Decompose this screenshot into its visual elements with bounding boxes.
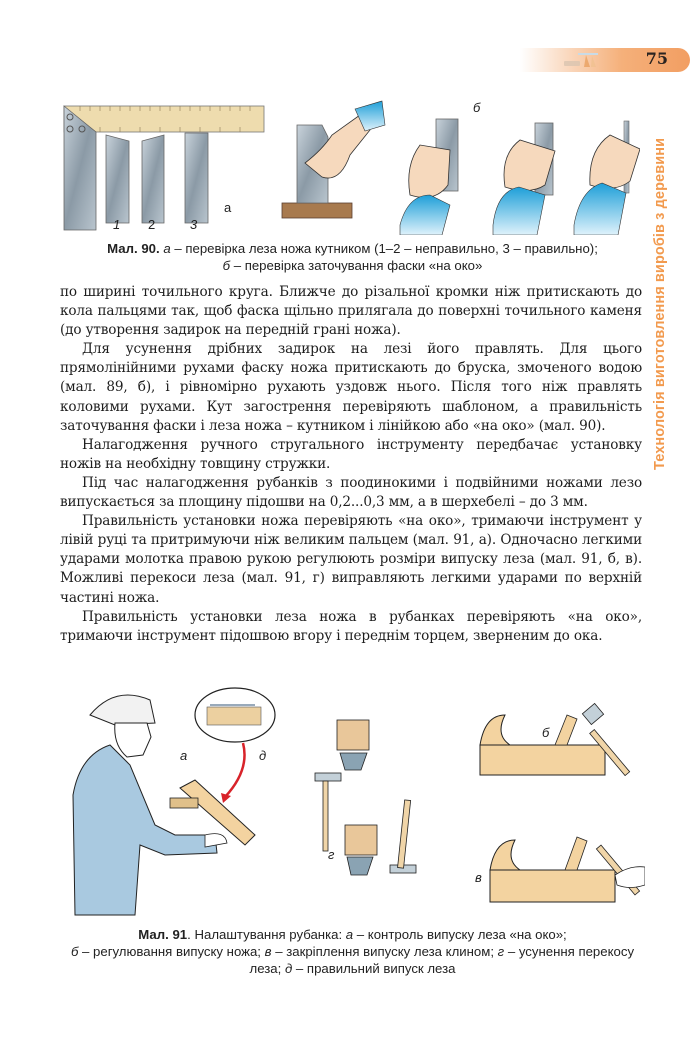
- caption-text: – перевірка леза ножа кутником (1–2 – неправильно, 3 – правильно);: [170, 241, 598, 256]
- figure-91-caption: [60, 926, 645, 977]
- caption-text: . Налаштування рубанка:: [187, 927, 346, 942]
- paragraph: Правильність установки ножа перевіряють «на око», тримаючи інструмент у лівій руці та притримуючи ніж великим пальцем (мал. 91, а). Одночасно легкими ударами молотка правою рукою регулюють розміри випуску леза (мал. 91, б, в). Можливі перекоси леза (мал. 91, г) виправляють легкими ударами по верхній частині ножа.: [60, 513, 642, 606]
- paragraph: Під час налагодження рубанків з поодинокими і подвійними ножами лезо випускається за площину підошви на 0,2...0,3 мм, а в шерхебелі – до 3 мм.: [60, 474, 642, 511]
- plane-adjustment-drawing: [55, 685, 645, 920]
- figure-label-a: а: [180, 748, 188, 763]
- paragraph: Для усунення дрібних задирок на лезі його правлять. Для цього прямолінійними рухами фаску ножа притискають до бруска, змоченого водою (мал. 89, б), і рівномірно рухають уздовж нього. Після того ніж правлять коловими рухами. Кут загострення перевіряють шаблоном, а правильність заточування фаски і леза ножа – кутником і лінійкою або «на око» (мал. 90).: [60, 341, 642, 434]
- caption-text: – правильний випуск леза: [292, 961, 456, 976]
- caption-line-2: [60, 257, 645, 274]
- page-number: 75: [645, 49, 668, 68]
- workshop-tools-icon: [562, 51, 602, 69]
- page-header: [520, 48, 690, 72]
- figure-number: Мал. 90.: [107, 241, 160, 256]
- figure-label-b: б: [473, 100, 481, 115]
- figure-90-illustration: [60, 95, 640, 235]
- figure-91-illustration: [55, 685, 645, 920]
- figure-label-g: г: [328, 847, 335, 862]
- figure-label-n1: 1: [113, 217, 121, 232]
- caption-letter-d: д: [284, 961, 293, 976]
- caption-letter-b: б: [70, 944, 79, 959]
- blade-check-drawing: [60, 95, 640, 235]
- figure-label-d: д: [259, 748, 267, 763]
- figure-label-a: а: [224, 200, 232, 215]
- section-side-title: Технологія виготовлення виробів з деревини: [652, 137, 668, 470]
- paragraph: по ширині точильного круга. Ближче до різальної кромки ніж притискають до кола пальцями так, щоб фаска щільно прилягала до поверхні точильного каменя (до утворення задирок на передній грані ножа).: [60, 284, 642, 339]
- caption-line-2: [60, 943, 645, 977]
- figure-90-caption: [60, 240, 645, 274]
- paragraph: Правильність установки леза ножа в рубанках перевіряють «на око», тримаючи інструмент підошвою вгору і переднім торцем, зверненим до ока.: [60, 608, 642, 644]
- figure-label-v: в: [475, 870, 482, 885]
- figure-label-n2: 2: [148, 217, 156, 232]
- caption-line-1: [60, 240, 645, 257]
- caption-text: – контроль випуску леза «на око»;: [353, 927, 567, 942]
- caption-letter-a: а: [163, 241, 171, 256]
- caption-text: – закріплення випуску леза клином;: [271, 944, 498, 959]
- caption-text: – регулювання випуску ножа;: [78, 944, 265, 959]
- body-text: [60, 283, 642, 646]
- caption-text: – усунення перекосу леза;: [249, 944, 635, 976]
- caption-letter-a: а: [345, 927, 354, 942]
- figure-label-b: б: [542, 725, 550, 740]
- caption-letter-b: б: [222, 258, 231, 273]
- caption-letter-g: г: [497, 944, 505, 959]
- caption-line-1: [60, 926, 645, 943]
- figure-label-n3: 3: [190, 217, 198, 232]
- figure-number: Мал. 91: [138, 927, 188, 942]
- paragraph: Налагодження ручного стругального інструменту передбачає установку ножів на необхідну товщину стружки.: [60, 436, 642, 472]
- caption-letter-v: в: [264, 944, 272, 959]
- caption-text: – перевірка заточування фаски «на око»: [230, 258, 483, 273]
